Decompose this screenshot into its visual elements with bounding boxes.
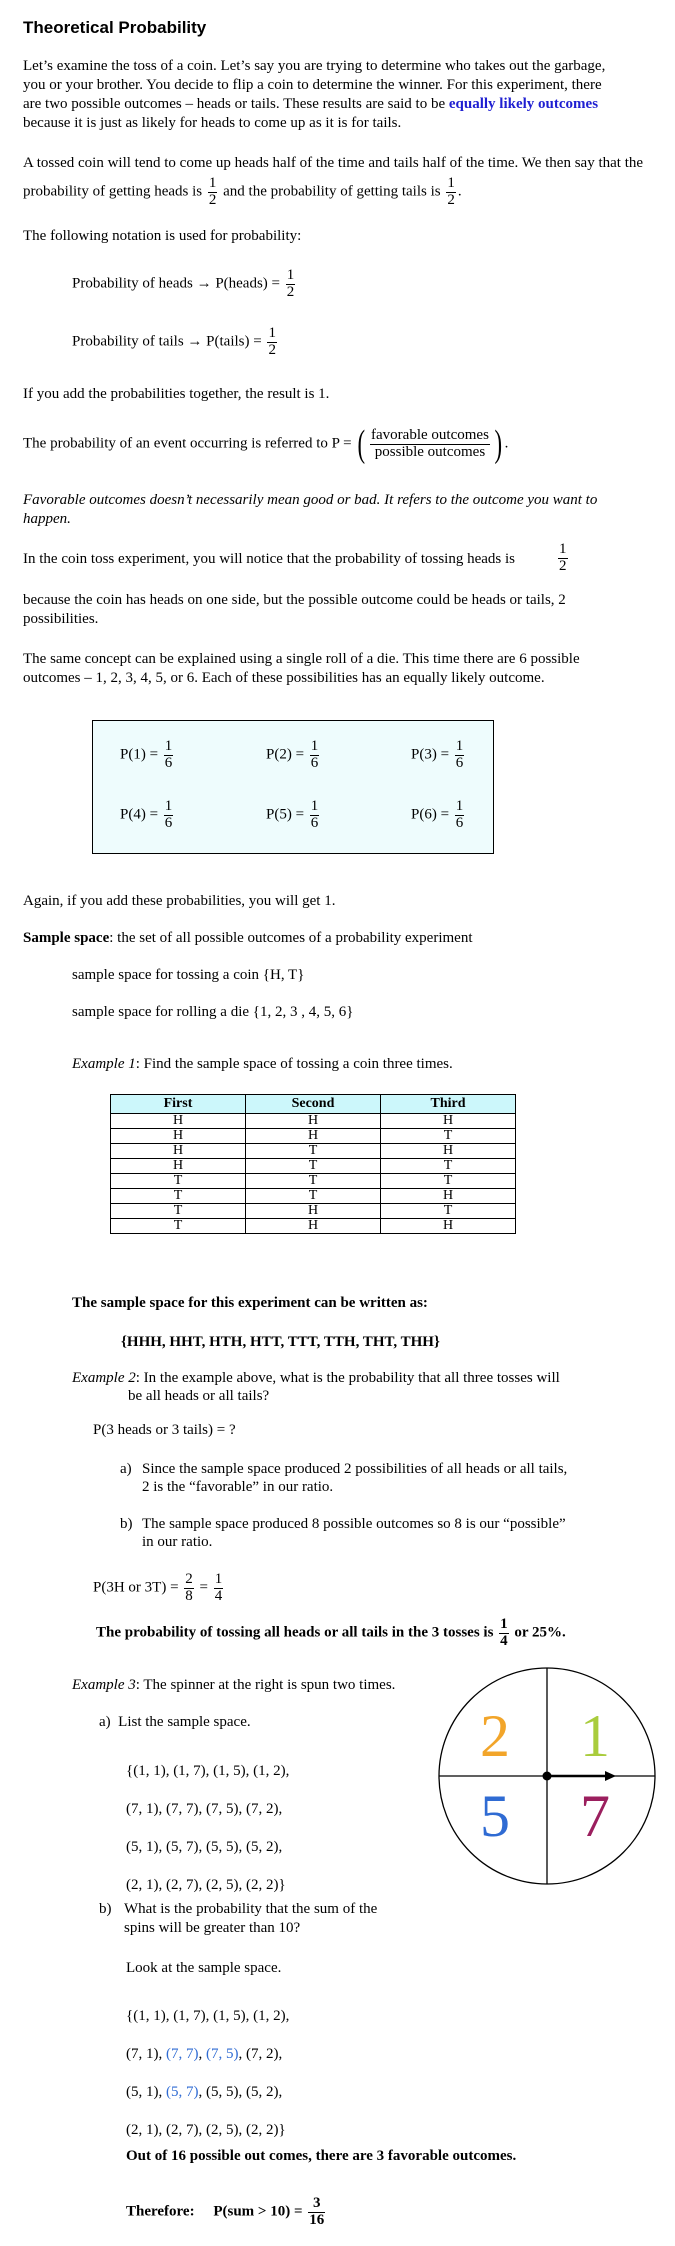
example-2-conclusion: The probability of tossing all heads or all tails in the 3 tosses is $\frac{1}{4}$ or 25%. [96, 1616, 566, 1649]
sample-space-line: {(1, 1), (1, 7), (1, 5), (1, 2), [126, 1763, 290, 1779]
table-cell: T [111, 1219, 246, 1234]
table-cell: T [111, 1189, 246, 1204]
table-cell: T [381, 1159, 516, 1174]
table-cell: T [246, 1189, 381, 1204]
sample-space-line: (7, 1), (7, 7), (7, 5), (7, 2), [126, 1801, 283, 1817]
example-2-question: P(3 heads or 3 tails) = ? [93, 1422, 236, 1438]
table-cell: H [381, 1114, 516, 1129]
table-cell: T [111, 1174, 246, 1189]
sample-space-line: (5, 1), (5, 7), (5, 5), (5, 2), [126, 1839, 283, 1855]
fraction-favorable-possible: $\frac{\text{favorable outcomes}}{\text{possible outcomes}}$ [371, 426, 489, 460]
table-header: Second [246, 1095, 381, 1114]
die-paragraph: The same concept can be explained using a single roll of a die. This time there are 6 possible outcomes – 1, 2, 3, 4, 5, or 6. Each of these possibilities has an equally likely outcome. [23, 651, 580, 686]
sample-space-line: (7, 1), (7, 7), (7, 5), (7, 2), [126, 2046, 283, 2062]
example-2-prompt: Example 2: In the example above, what is the probability that all three tosses will be all heads or all tails? [72, 1370, 560, 1404]
page-title: Theoretical Probability [23, 18, 207, 37]
sample-space-line: {(1, 1), (1, 7), (1, 5), (1, 2), [126, 2008, 290, 2024]
sample-space-line: (5, 1), (5, 7), (5, 5), (5, 2), [126, 2084, 283, 2100]
die-prob-4: P(4) = $\frac{1}{6}$ [120, 798, 173, 831]
table-row [111, 1189, 516, 1204]
spinner-number: 7 [580, 1783, 610, 1849]
table-cell: H [381, 1189, 516, 1204]
favorable-outcome: (7, 7) [166, 2046, 199, 2062]
equally-likely-outcomes-term: equally likely outcomes [448, 96, 599, 112]
coin-paragraph-b: because the coin has heads on one side, but the possible outcome could be heads or tails, 2 possibilities. [23, 592, 566, 627]
half-text-b: and the probability of getting tails is [223, 183, 441, 200]
example-3-highlighted-sample-space [126, 1997, 289, 2149]
intro-paragraph [23, 57, 613, 133]
table-row [111, 1219, 516, 1234]
table-header: Third [381, 1095, 516, 1114]
table-cell: T [246, 1174, 381, 1189]
example-3-sample-space [126, 1752, 289, 1904]
table-cell: T [381, 1129, 516, 1144]
favorable-outcome: (5, 7) [166, 2084, 199, 2100]
table-cell: H [381, 1144, 516, 1159]
example-3-step-b: b) What is the probability that the sum of the spins will be greater than 10? [99, 1901, 378, 1936]
table-cell: H [111, 1144, 246, 1159]
favorable-note: Favorable outcomes doesn’t necessarily mean good or bad. It refers to the outcome you want to happen. [23, 492, 598, 527]
table-cell: H [246, 1114, 381, 1129]
sample-space-written: The sample space for this experiment can be written as: [72, 1295, 428, 1311]
die-prob-1: P(1) = $\frac{1}{6}$ [120, 738, 173, 771]
table-cell: H [246, 1129, 381, 1144]
table-header: First [111, 1095, 246, 1114]
example-3-prompt: Example 3: The spinner at the right is spun two times. [72, 1677, 396, 1693]
table-row [111, 1129, 516, 1144]
look-text: Look at the sample space. [126, 1960, 282, 1976]
example-2-step-b: b) The sample space produced 8 possible outcomes so 8 is our “possible” in our ratio. [120, 1516, 566, 1550]
die-prob-5: P(5) = $\frac{1}{6}$ [266, 798, 319, 831]
event-formula: The probability of an event occurring is referred to P = ( $\frac{\text{favorable outcomes}}{\text{possible outcomes}}$ ) . [23, 423, 509, 465]
table-cell: T [381, 1174, 516, 1189]
table-row [111, 1174, 516, 1189]
table-cell: H [246, 1219, 381, 1234]
die-sample-space: sample space for rolling a die {1, 2, 3 , 4, 5, 6} [72, 1004, 354, 1020]
again-text: Again, if you add these probabilities, you will get 1. [23, 893, 336, 909]
die-prob-2: P(2) = $\frac{1}{6}$ [266, 738, 319, 771]
example-1-prompt: Example 1: Find the sample space of tossing a coin three times. [72, 1056, 453, 1072]
sample-space-line: (2, 1), (2, 7), (2, 5), (2, 2)} [126, 1877, 286, 1893]
table-cell: H [246, 1204, 381, 1219]
sample-space-definition: Sample space: the set of all possible outcomes of a probability experiment [23, 930, 473, 946]
table-row [111, 1114, 516, 1129]
die-prob-6: P(6) = $\frac{1}{6}$ [411, 798, 464, 831]
table-cell: T [111, 1204, 246, 1219]
fraction-half: $\frac{1}{2}$ [559, 541, 567, 574]
table-cell: H [111, 1159, 246, 1174]
final-answer: Therefore: P(sum > 10) = $\frac{3}{16}$ [126, 2195, 325, 2228]
favorable-outcome: (7, 5) [206, 2046, 239, 2062]
table-cell: H [111, 1129, 246, 1144]
coin-paragraph: In the coin toss experiment, you will notice that the probability of tossing heads is [23, 551, 515, 567]
intro-text-b: because it is just as likely for heads to come up as it is for tails. [23, 115, 402, 131]
table-cell: H [111, 1114, 246, 1129]
sum-text: If you add the probabilities together, the result is 1. [23, 386, 330, 402]
half-text-a: A tossed coin will tend to come up heads half of the time and tails half of the time. We then say that the probability of getting heads is [23, 155, 644, 200]
fraction-half: $\frac{1}{2}$ [208, 175, 217, 208]
table-cell: T [246, 1159, 381, 1174]
coin-sample-space: sample space for tossing a coin {H, T} [72, 967, 305, 983]
example-2-step-a: a) Since the sample space produced 2 possibilities of all heads or all tails, 2 is the “favorable” in our ratio. [120, 1461, 568, 1495]
example-2-calculation: P(3H or 3T) = $\frac{2}{8}$ = $\frac{1}{4}$ [93, 1571, 223, 1604]
die-probability-box [92, 720, 494, 854]
table-cell: T [381, 1204, 516, 1219]
table-row [111, 1144, 516, 1159]
table-cell: T [246, 1144, 381, 1159]
table-cell: H [381, 1219, 516, 1234]
die-prob-3: P(3) = $\frac{1}{6}$ [411, 738, 464, 771]
heads-notation: Probability of heads → P(heads) = $\frac{1}{2}$ [72, 267, 295, 300]
tails-notation: Probability of tails → P(tails) = $\frac{1}{2}$ [72, 325, 276, 358]
spinner-number: 2 [480, 1703, 510, 1769]
fraction-half: $\frac{1}{2}$ [268, 325, 276, 358]
spinner-number: 1 [580, 1703, 610, 1769]
table-row [111, 1204, 516, 1219]
fraction-half: $\frac{1}{2}$ [286, 267, 295, 300]
example-3-step-a: a) List the sample space. [99, 1714, 251, 1730]
spinner-center [543, 1772, 552, 1781]
notation-intro: The following notation is used for probability: [23, 228, 302, 244]
favorable-count: Out of 16 possible out comes, there are 3 favorable outcomes. [126, 2148, 517, 2164]
coin-outcome-table [110, 1094, 516, 1234]
half-paragraph: A tossed coin will tend to come up heads half of the time and tails half of the time. We then say that the probability of getting heads is $\frac{1}{2}$ and the probability of getting tails is $\frac{1}{2}$ . [23, 155, 644, 208]
sample-space-line: (2, 1), (2, 7), (2, 5), (2, 2)} [126, 2122, 286, 2138]
spinner-diagram [435, 1664, 659, 1888]
coin-three-sample-set: {HHH, HHT, HTH, HTT, TTT, TTH, THT, THH} [121, 1334, 440, 1350]
intro-text-a: Let’s examine the toss of a coin. Let’s say you are trying to determine who takes out the garbage, you or your brother. You decide to flip a coin to determine the winner. For this experiment, there are two possible outcomes – heads or tails. These results are said to be [23, 58, 606, 112]
spinner-number: 5 [480, 1783, 510, 1849]
table-row [111, 1159, 516, 1174]
fraction-half: $\frac{1}{2}$ [447, 175, 455, 208]
